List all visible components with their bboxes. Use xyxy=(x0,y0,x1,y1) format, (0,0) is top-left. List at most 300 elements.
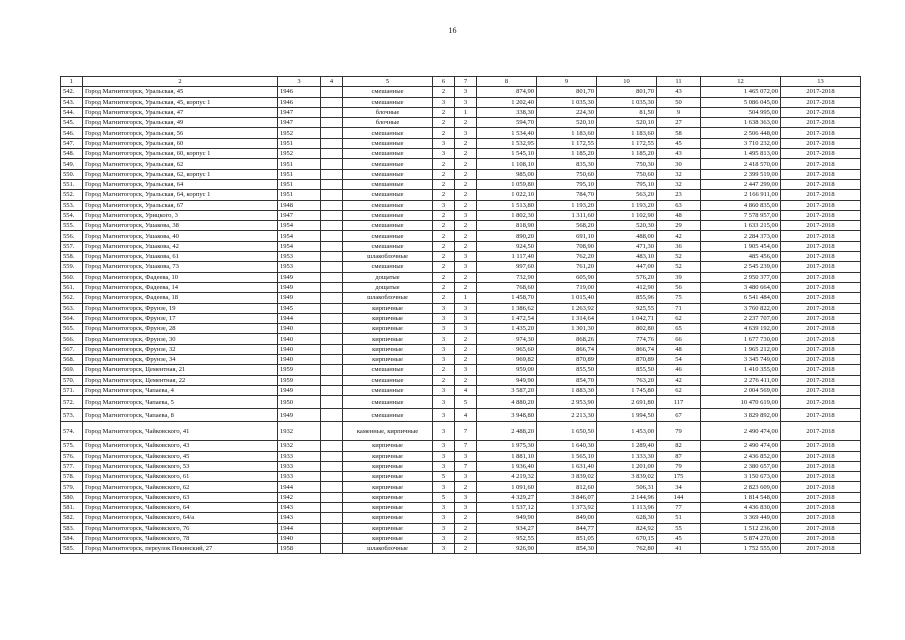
table-cell: 543. xyxy=(61,97,83,107)
table-cell: 2017-2018 xyxy=(781,190,861,200)
table-cell: 1949 xyxy=(278,272,321,282)
table-cell: 2 418 570,00 xyxy=(701,159,781,169)
table-cell: 1 042,71 xyxy=(597,313,657,323)
table-cell: 3 xyxy=(455,451,477,461)
table-cell: Город Магнитогорск, Чапаева, 8 xyxy=(83,409,278,422)
table-cell: 1951 xyxy=(278,138,321,148)
table-cell: 750,60 xyxy=(597,169,657,179)
table-cell: 576,20 xyxy=(597,272,657,282)
table-cell: Город Магнитогорск, Цементная, 21 xyxy=(83,365,278,375)
table-cell: смешанные xyxy=(343,179,433,189)
table-cell: 3 xyxy=(455,210,477,220)
table-cell xyxy=(321,523,343,533)
table-row xyxy=(61,138,861,148)
table-cell: 2017-2018 xyxy=(781,492,861,502)
table-cell: 2 xyxy=(455,523,477,533)
table-cell: 1 091,60 xyxy=(477,482,537,492)
table-cell: Город Магнитогорск, Чайковского, 76 xyxy=(83,523,278,533)
table-cell: 1943 xyxy=(278,513,321,523)
table-cell: кирпичные xyxy=(343,344,433,354)
table-cell: 1 631,40 xyxy=(537,461,597,471)
table-cell: 1 565,10 xyxy=(537,451,597,461)
table-cell: 3 xyxy=(433,441,455,451)
table-row xyxy=(61,502,861,512)
table-cell: Город Магнитогорск, Уральская, 64 xyxy=(83,179,278,189)
table-cell: блочные xyxy=(343,118,433,128)
table-cell: 2 xyxy=(433,221,455,231)
table-cell: Город Магнитогорск, Уральская, 49 xyxy=(83,118,278,128)
table-cell: Город Магнитогорск, Чайковского, 41 xyxy=(83,422,278,441)
table-cell: 9 xyxy=(657,107,701,117)
table-cell: 750,60 xyxy=(537,169,597,179)
table-cell: 2 xyxy=(455,179,477,189)
table-cell: кирпичные xyxy=(343,461,433,471)
table-cell xyxy=(321,159,343,169)
table-cell: 1 022,10 xyxy=(477,190,537,200)
header-cell: 7 xyxy=(455,77,477,87)
table-cell: 2017-2018 xyxy=(781,533,861,543)
table-cell: каменные, кирпичные xyxy=(343,422,433,441)
table-cell: смешанные xyxy=(343,200,433,210)
table-cell xyxy=(321,282,343,292)
table-cell: 2 xyxy=(455,159,477,169)
table-cell: Город Магнитогорск, Ушакова, 40 xyxy=(83,231,278,241)
table-cell: Город Магнитогорск, Чапаева, 4 xyxy=(83,385,278,395)
table-row xyxy=(61,422,861,441)
table-cell: 762,80 xyxy=(597,544,657,554)
table-cell: 544. xyxy=(61,107,83,117)
table-cell xyxy=(321,324,343,334)
table-cell: 3 xyxy=(433,303,455,313)
table-cell: 52 xyxy=(657,252,701,262)
table-cell: 584. xyxy=(61,533,83,543)
table-cell: 2017-2018 xyxy=(781,461,861,471)
table-cell: 578. xyxy=(61,472,83,482)
table-cell: 2017-2018 xyxy=(781,422,861,441)
table-cell: 1 015,40 xyxy=(537,293,597,303)
table-cell: 3 xyxy=(455,502,477,512)
table-cell: 774,76 xyxy=(597,334,657,344)
table-cell xyxy=(321,138,343,148)
table-row xyxy=(61,179,861,189)
table-cell: 1940 xyxy=(278,344,321,354)
table-row xyxy=(61,492,861,502)
table-cell: 2017-2018 xyxy=(781,241,861,251)
table-cell: 2 213,30 xyxy=(537,409,597,422)
table-cell: 1 633 215,00 xyxy=(701,221,781,231)
table-cell: 2017-2018 xyxy=(781,87,861,97)
table-cell: 1 193,20 xyxy=(597,200,657,210)
table-cell: смешанные xyxy=(343,87,433,97)
table-cell: 4 xyxy=(455,385,477,395)
table-cell: 1944 xyxy=(278,482,321,492)
table-cell: 4 329,27 xyxy=(477,492,537,502)
table-cell: 2 xyxy=(455,241,477,251)
table-cell: 488,00 xyxy=(597,231,657,241)
table-cell: 2 xyxy=(455,200,477,210)
table-cell: 564. xyxy=(61,313,83,323)
table-row xyxy=(61,231,861,241)
header-cell: 4 xyxy=(321,77,343,87)
table-row xyxy=(61,241,861,251)
table-cell xyxy=(321,303,343,313)
page-number: 16 xyxy=(448,26,457,35)
table-cell: 750,30 xyxy=(597,159,657,169)
table-cell: 50 xyxy=(657,97,701,107)
table-row xyxy=(61,118,861,128)
table-cell: 3 xyxy=(433,385,455,395)
table-cell: 585. xyxy=(61,544,83,554)
table-cell: смешанные xyxy=(343,190,433,200)
table-cell: 485 456,00 xyxy=(701,252,781,262)
table-cell: Город Магнитогорск, Фрунзе, 30 xyxy=(83,334,278,344)
table-cell: 1932 xyxy=(278,441,321,451)
table-cell: 801,70 xyxy=(537,87,597,97)
table-cell: 542. xyxy=(61,87,83,97)
table-cell: дощатые xyxy=(343,272,433,282)
table-cell: 4 xyxy=(455,409,477,422)
table-cell: 1 333,30 xyxy=(597,451,657,461)
table-cell: 795,10 xyxy=(537,179,597,189)
table-cell: Город Магнитогорск, Ушакова, 61 xyxy=(83,252,278,262)
table-cell: 3 xyxy=(433,97,455,107)
table-cell: 3 xyxy=(433,200,455,210)
table-cell: кирпичные xyxy=(343,324,433,334)
table-cell: смешанные xyxy=(343,169,433,179)
table-cell xyxy=(321,334,343,344)
table-cell: 144 xyxy=(657,492,701,502)
table-cell: Город Магнитогорск, Уральская, 60 xyxy=(83,138,278,148)
table-cell: 1 745,80 xyxy=(597,385,657,395)
table-cell: 2017-2018 xyxy=(781,482,861,492)
table-cell: 2017-2018 xyxy=(781,221,861,231)
table-cell: 520,10 xyxy=(597,118,657,128)
table-cell: 949,90 xyxy=(477,513,537,523)
table-cell: 7 xyxy=(455,441,477,451)
table-row xyxy=(61,169,861,179)
table-cell: кирпичные xyxy=(343,482,433,492)
table-cell: 3 xyxy=(433,138,455,148)
table-cell: 1 202,40 xyxy=(477,97,537,107)
table-cell: 2 xyxy=(433,231,455,241)
table-cell: 1946 xyxy=(278,97,321,107)
table-cell: 2 xyxy=(455,272,477,282)
table-cell: 1940 xyxy=(278,355,321,365)
table-cell: 2017-2018 xyxy=(781,472,861,482)
table-cell: дощатые xyxy=(343,282,433,292)
table-cell: 2017-2018 xyxy=(781,355,861,365)
table-cell: 3 xyxy=(433,482,455,492)
table-cell: 3 xyxy=(433,544,455,554)
table-cell: 3 xyxy=(455,128,477,138)
table-cell: кирпичные xyxy=(343,492,433,502)
table-row xyxy=(61,87,861,97)
table-cell: 3 150 673,00 xyxy=(701,472,781,482)
table-cell: 2 488,20 xyxy=(477,422,537,441)
table-cell: 2017-2018 xyxy=(781,210,861,220)
table-cell: 583. xyxy=(61,523,83,533)
table-cell: 1944 xyxy=(278,313,321,323)
table-cell: Город Магнитогорск, Ушакова, 73 xyxy=(83,262,278,272)
table-row xyxy=(61,221,861,231)
table-cell: 2017-2018 xyxy=(781,523,861,533)
table-cell: 45 xyxy=(657,533,701,543)
table-cell: 572. xyxy=(61,396,83,409)
table-cell: 3 xyxy=(433,396,455,409)
table-cell: 1 172,55 xyxy=(537,138,597,148)
table-cell: 551. xyxy=(61,179,83,189)
table-cell: 2 xyxy=(455,169,477,179)
table-cell: 471,30 xyxy=(597,241,657,251)
table-cell xyxy=(321,375,343,385)
table-cell: 412,90 xyxy=(597,282,657,292)
table-cell: 338,30 xyxy=(477,107,537,117)
table-cell: 1 172,55 xyxy=(597,138,657,148)
table-cell: 924,50 xyxy=(477,241,537,251)
table-cell: кирпичные xyxy=(343,313,433,323)
table-cell xyxy=(321,482,343,492)
table-cell: 2017-2018 xyxy=(781,252,861,262)
table-cell xyxy=(321,513,343,523)
table-cell: 2 xyxy=(433,169,455,179)
table-cell xyxy=(321,472,343,482)
table-cell: 2 xyxy=(455,282,477,292)
table-cell: 2017-2018 xyxy=(781,324,861,334)
table-cell: 1942 xyxy=(278,492,321,502)
table-cell xyxy=(321,87,343,97)
table-cell: 117 xyxy=(657,396,701,409)
table-cell: 2 xyxy=(433,293,455,303)
table-cell: 1954 xyxy=(278,221,321,231)
table-cell: 1 537,12 xyxy=(477,502,537,512)
table-cell: 2 xyxy=(455,118,477,128)
table-cell: 557. xyxy=(61,241,83,251)
table-cell: 568,20 xyxy=(537,221,597,231)
table-cell: 1943 xyxy=(278,502,321,512)
table-cell: 3 xyxy=(455,87,477,97)
table-cell: 3 xyxy=(455,303,477,313)
table-cell: 2 xyxy=(433,252,455,262)
table-cell: 1951 xyxy=(278,169,321,179)
table-cell: 2 xyxy=(455,344,477,354)
header-cell: 13 xyxy=(781,77,861,87)
table-cell: 2 xyxy=(433,107,455,117)
table-row xyxy=(61,365,861,375)
table-cell: 1951 xyxy=(278,179,321,189)
table-cell: 2 276 411,00 xyxy=(701,375,781,385)
table-cell: 949,90 xyxy=(477,375,537,385)
table-cell: 2 xyxy=(455,544,477,554)
table-cell: 2017-2018 xyxy=(781,365,861,375)
table-cell: 565. xyxy=(61,324,83,334)
table-cell: шлакоблочные xyxy=(343,293,433,303)
table-cell: 2 xyxy=(455,355,477,365)
table-cell: 558. xyxy=(61,252,83,262)
table-cell: смешанные xyxy=(343,210,433,220)
table-cell: 1 640,30 xyxy=(537,441,597,451)
table-cell xyxy=(321,128,343,138)
table-cell: 2 490 474,00 xyxy=(701,422,781,441)
table-cell: 1951 xyxy=(278,190,321,200)
table-cell: 32 xyxy=(657,179,701,189)
table-cell: 545. xyxy=(61,118,83,128)
table-cell: 2017-2018 xyxy=(781,272,861,282)
table-cell: 580. xyxy=(61,492,83,502)
table-cell xyxy=(321,385,343,395)
table-cell: 1933 xyxy=(278,461,321,471)
table-cell xyxy=(321,252,343,262)
table-cell: 3 xyxy=(433,451,455,461)
table-cell: 1 752 555,00 xyxy=(701,544,781,554)
table-cell xyxy=(321,169,343,179)
table-cell: 2017-2018 xyxy=(781,97,861,107)
table-row xyxy=(61,107,861,117)
table-cell xyxy=(321,355,343,365)
table-cell: 628,30 xyxy=(597,513,657,523)
table-cell: 54 xyxy=(657,355,701,365)
table-cell: 855,50 xyxy=(597,365,657,375)
table-cell: кирпичные xyxy=(343,533,433,543)
table-cell: 985,00 xyxy=(477,169,537,179)
table-cell: Город Магнитогорск, Фадеева, 10 xyxy=(83,272,278,282)
table-row xyxy=(61,375,861,385)
table-cell: 1 289,40 xyxy=(597,441,657,451)
table-cell: 63 xyxy=(657,200,701,210)
table-cell: 2017-2018 xyxy=(781,451,861,461)
table-cell: 3 846,07 xyxy=(537,492,597,502)
table-cell: 866,74 xyxy=(537,344,597,354)
table-cell: Город Магнитогорск, Цементная, 22 xyxy=(83,375,278,385)
table-cell: 2 xyxy=(433,272,455,282)
table-cell: 2 xyxy=(455,190,477,200)
table-cell xyxy=(321,492,343,502)
table-cell: 2017-2018 xyxy=(781,375,861,385)
table-cell: 2 xyxy=(433,87,455,97)
table-cell: 768,60 xyxy=(477,282,537,292)
table-cell: 1949 xyxy=(278,409,321,422)
table-cell: 42 xyxy=(657,375,701,385)
table-cell: смешанные xyxy=(343,365,433,375)
table-cell: 1 410 355,00 xyxy=(701,365,781,375)
table-cell: 3 xyxy=(433,461,455,471)
table-cell: 43 xyxy=(657,149,701,159)
table-cell: смешанные xyxy=(343,97,433,107)
header-cell: 10 xyxy=(597,77,657,87)
housing-registry-table xyxy=(60,76,861,554)
table-cell: 1933 xyxy=(278,451,321,461)
table-cell: смешанные xyxy=(343,231,433,241)
table-cell: 5 874 270,00 xyxy=(701,533,781,543)
table-cell: 65 xyxy=(657,324,701,334)
table-row xyxy=(61,523,861,533)
table-cell: 1 994,50 xyxy=(597,409,657,422)
table-cell: 41 xyxy=(657,544,701,554)
table-cell: 563. xyxy=(61,303,83,313)
table-cell: 2 823 609,00 xyxy=(701,482,781,492)
table-cell: 763,20 xyxy=(597,375,657,385)
table-cell xyxy=(321,241,343,251)
table-row xyxy=(61,472,861,482)
table-cell: 1 183,60 xyxy=(537,128,597,138)
table-cell: Город Магнитогорск, Уральская, 60, корпус 1 xyxy=(83,149,278,159)
table-cell: 2 xyxy=(455,231,477,241)
table-cell xyxy=(321,97,343,107)
table-cell: 2 xyxy=(455,149,477,159)
table-cell: 854,30 xyxy=(537,544,597,554)
table-cell: 835,30 xyxy=(537,159,597,169)
table-cell: 563,20 xyxy=(597,190,657,200)
table-cell: 2 xyxy=(433,128,455,138)
table-cell: 1 650,50 xyxy=(537,422,597,441)
table-cell: 1949 xyxy=(278,282,321,292)
table-row xyxy=(61,313,861,323)
table-cell: 2 506 448,00 xyxy=(701,128,781,138)
table-cell: 3 xyxy=(455,97,477,107)
table-cell: 855,50 xyxy=(537,365,597,375)
table-cell: смешанные xyxy=(343,241,433,251)
table-cell: 2 399 519,00 xyxy=(701,169,781,179)
table-cell: 3 xyxy=(455,365,477,375)
table-cell: 67 xyxy=(657,409,701,422)
table-cell: 969,82 xyxy=(477,355,537,365)
table-cell: Город Магнитогорск, Чайковского, 64 xyxy=(83,502,278,512)
table-cell: 1 311,60 xyxy=(537,210,597,220)
table-cell: 1 975,30 xyxy=(477,441,537,451)
table-cell: Город Магнитогорск, Фрунзе, 19 xyxy=(83,303,278,313)
table-cell xyxy=(321,533,343,543)
table-cell: 670,15 xyxy=(597,533,657,543)
table-cell: 3 345 749,00 xyxy=(701,355,781,365)
table-cell xyxy=(321,441,343,451)
table-cell: 952,55 xyxy=(477,533,537,543)
table-cell: 2017-2018 xyxy=(781,544,861,554)
table-row xyxy=(61,97,861,107)
table-cell: 3 xyxy=(455,252,477,262)
table-cell: 762,20 xyxy=(537,252,597,262)
table-cell: 925,55 xyxy=(597,303,657,313)
table-cell: 4 880,20 xyxy=(477,396,537,409)
table-cell: 959,00 xyxy=(477,365,537,375)
table-cell: 3 xyxy=(433,502,455,512)
table-cell: Город Магнитогорск, Фадеева, 14 xyxy=(83,282,278,292)
table-cell: 3 xyxy=(433,313,455,323)
table-cell: 5 xyxy=(455,396,477,409)
table-cell: 39 xyxy=(657,272,701,282)
table-cell: 573. xyxy=(61,409,83,422)
table-cell: 974,30 xyxy=(477,334,537,344)
table-cell: 719,00 xyxy=(537,282,597,292)
table-cell: 77 xyxy=(657,502,701,512)
table-cell: Город Магнитогорск, Фрунзе, 17 xyxy=(83,313,278,323)
table-cell: 1 185,20 xyxy=(597,149,657,159)
table-cell: 4 860 835,00 xyxy=(701,200,781,210)
table-cell: 561. xyxy=(61,282,83,292)
table-cell xyxy=(321,221,343,231)
table-cell: 1932 xyxy=(278,422,321,441)
table-cell: 55 xyxy=(657,523,701,533)
table-cell: Город Магнитогорск, Чайковского, 43 xyxy=(83,441,278,451)
table-cell: кирпичные xyxy=(343,451,433,461)
table-cell: 79 xyxy=(657,422,701,441)
table-cell: 1 301,30 xyxy=(537,324,597,334)
table-cell: 52 xyxy=(657,262,701,272)
table-cell: 691,10 xyxy=(537,231,597,241)
table-cell: 75 xyxy=(657,293,701,303)
table-cell: 1940 xyxy=(278,533,321,543)
table-cell: 2 490 474,00 xyxy=(701,441,781,451)
table-cell: 1 183,60 xyxy=(597,128,657,138)
table-cell: 2017-2018 xyxy=(781,231,861,241)
